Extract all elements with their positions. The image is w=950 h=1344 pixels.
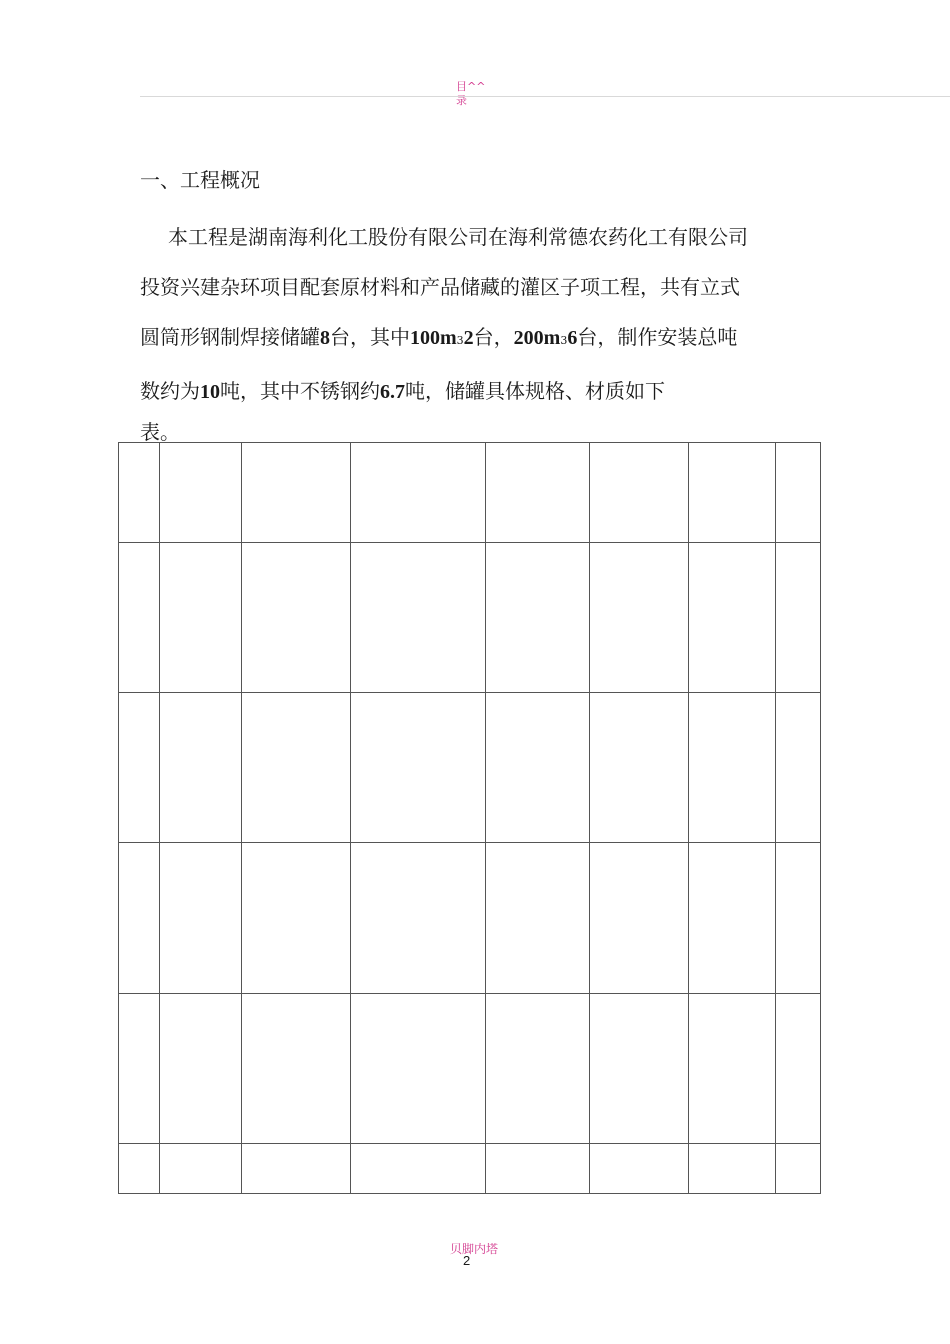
tank-count: 8 [320, 327, 330, 349]
table-cell [160, 994, 242, 1144]
table-cell [590, 543, 689, 693]
body-paragraph [140, 212, 830, 417]
table-cell [160, 443, 242, 543]
table-cell [689, 693, 776, 843]
table-cell [242, 443, 351, 543]
table-cell [351, 543, 486, 693]
table-cell [590, 1144, 689, 1194]
table-cell [776, 843, 821, 994]
paragraph-line-5: 表。 [140, 420, 180, 444]
table-cell [119, 843, 160, 994]
table-cell [486, 843, 590, 994]
table-cell [119, 994, 160, 1144]
table-cell [689, 443, 776, 543]
volume-100: 100m [410, 327, 457, 349]
table-cell [689, 843, 776, 994]
table-cell [160, 543, 242, 693]
stainless-tonnage: 6.7 [380, 381, 405, 403]
table-cell [776, 994, 821, 1144]
table-cell [119, 1144, 160, 1194]
table-cell [351, 443, 486, 543]
paragraph-line-1: 本工程是湖南海利化工股份有限公司在海利常德农药化工有限公司 [168, 225, 748, 249]
table-cell [776, 1144, 821, 1194]
table-cell [689, 1144, 776, 1194]
table-cell [242, 693, 351, 843]
table-cell [486, 994, 590, 1144]
section-heading: 一、工程概况 [140, 168, 260, 192]
paragraph-line-2: 投资兴建杂环项目配套原材料和产品储藏的灌区子项工程，共有立式 [140, 275, 740, 299]
table-cell [351, 843, 486, 994]
table-cell [486, 1144, 590, 1194]
table-cell [160, 843, 242, 994]
text-run: 台， [473, 325, 514, 349]
table-row [119, 443, 821, 543]
table-cell [119, 693, 160, 843]
table-cell [242, 543, 351, 693]
table-cell [590, 693, 689, 843]
table-cell [590, 443, 689, 543]
table-cell [486, 693, 590, 843]
table-cell [119, 443, 160, 543]
paragraph-line-3 [140, 312, 830, 366]
count-100: 2 [463, 327, 474, 349]
table-cell [351, 994, 486, 1144]
text-run: 台，其中 [330, 325, 410, 349]
paragraph-line-4 [140, 366, 830, 417]
text-run: 数约为 [140, 379, 200, 403]
text-run: 吨，储罐具体规格、材质如下 [405, 379, 665, 403]
count-200: 6 [567, 327, 578, 349]
table-cell [486, 443, 590, 543]
table-cell [242, 1144, 351, 1194]
table-cell [242, 843, 351, 994]
page-footer-text: 贝脚内塔 [450, 1242, 499, 1256]
text-run: 吨，其中不锈钢约 [220, 379, 380, 403]
table-cell [590, 994, 689, 1144]
table-cell [776, 693, 821, 843]
table-row [119, 543, 821, 693]
table-cell [119, 543, 160, 693]
table-cell [351, 1144, 486, 1194]
table-cell [776, 543, 821, 693]
header-rule [140, 96, 950, 97]
tank-spec-table [118, 442, 821, 1194]
text-run: 台，制作安装总吨 [577, 325, 738, 349]
table-cell [590, 843, 689, 994]
text-run: 圆筒形钢制焊接储罐 [140, 325, 320, 349]
table-cell [689, 994, 776, 1144]
table-row [119, 693, 821, 843]
table-cell [689, 543, 776, 693]
table-row [119, 994, 821, 1144]
total-tonnage: 10 [200, 381, 220, 403]
cubic-superscript: 3 [560, 334, 568, 347]
table-cell [351, 693, 486, 843]
volume-200: 200m [513, 327, 561, 349]
cubic-superscript: 3 [456, 334, 464, 347]
table-cell [242, 994, 351, 1144]
table-row [119, 843, 821, 994]
table-cell [160, 693, 242, 843]
page-header-text: 目^^录 [456, 80, 486, 107]
table-cell [486, 543, 590, 693]
table-cell [160, 1144, 242, 1194]
page-number: 2 [463, 1253, 471, 1268]
table-row [119, 1144, 821, 1194]
table-cell [776, 443, 821, 543]
